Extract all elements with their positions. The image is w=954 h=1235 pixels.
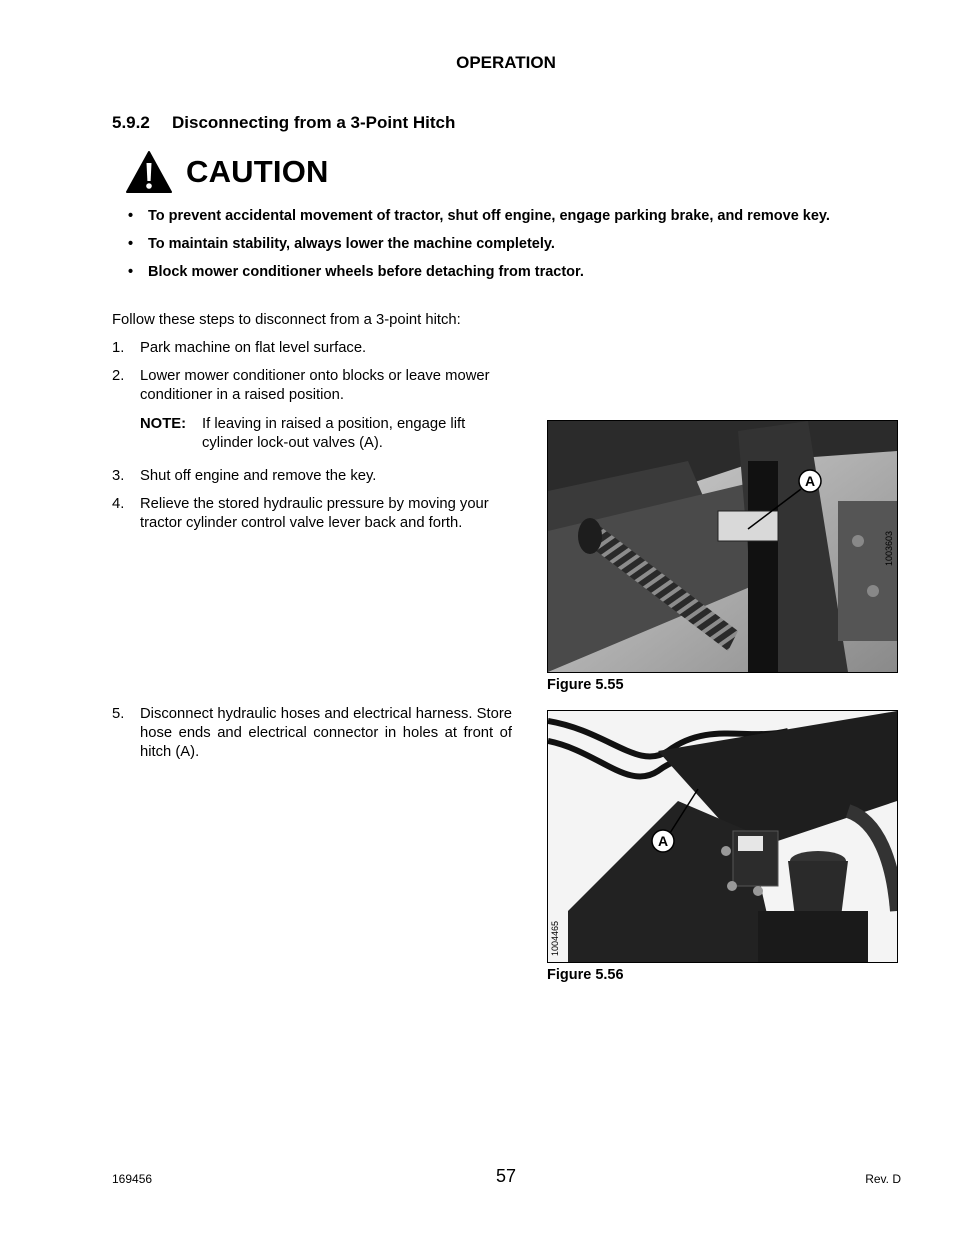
figure-5-55-photo: [547, 420, 898, 673]
step-item: 1. Park machine on flat level surface.: [112, 340, 367, 356]
running-header: OPERATION: [456, 53, 556, 72]
callout-a: A: [657, 833, 669, 849]
section-number: 5.9.2: [112, 113, 150, 132]
callout-a: A: [804, 473, 816, 489]
figure-caption: Figure 5.56: [547, 967, 624, 983]
caution-item: • To maintain stability, always lower the machine completely.: [128, 236, 555, 252]
caution-banner: [125, 150, 329, 194]
figure-5-56-photo: [547, 710, 898, 963]
section-title: [112, 113, 455, 133]
note-text: If leaving in raised a position, engage lift cylinder lock-out valves (A).: [202, 416, 466, 451]
revision: Rev. D: [865, 1172, 901, 1186]
step-item: 4. Relieve the stored hydraulic pressure by moving your tractor cylinder control valve lever back and forth.: [112, 496, 489, 531]
warning-triangle-icon: [125, 150, 173, 194]
intro-paragraph: Follow these steps to disconnect from a 3-point hitch:: [112, 312, 461, 328]
image-id-label: 1004465: [550, 920, 560, 956]
hitch-hose-storage-photo: [548, 711, 897, 962]
step-item: 2. Lower mower conditioner onto blocks or leave mower conditioner in a raised position.: [112, 368, 490, 403]
image-id-label: 1003603: [884, 530, 894, 566]
step-item: 3. Shut off engine and remove the key.: [112, 468, 377, 484]
caution-title: CAUTION: [186, 154, 329, 189]
note-label: NOTE:: [140, 416, 187, 432]
section-title-text: Disconnecting from a 3-Point Hitch: [172, 113, 456, 132]
page-number: 57: [495, 1166, 517, 1186]
caution-item: • Block mower conditioner wheels before detaching from tractor.: [128, 264, 584, 280]
note: [140, 415, 512, 453]
hitch-cylinder-photo: [548, 421, 897, 672]
figure-caption: Figure 5.55: [547, 677, 624, 693]
step-item: 5. Disconnect hydraulic hoses and electrical harness. Store hose ends and electrical connector in holes at front of hitch (A).: [112, 706, 512, 760]
doc-number: 169456: [112, 1172, 153, 1186]
caution-item: • To prevent accidental movement of tractor, shut off engine, engage parking brake, and remove key.: [128, 208, 830, 224]
